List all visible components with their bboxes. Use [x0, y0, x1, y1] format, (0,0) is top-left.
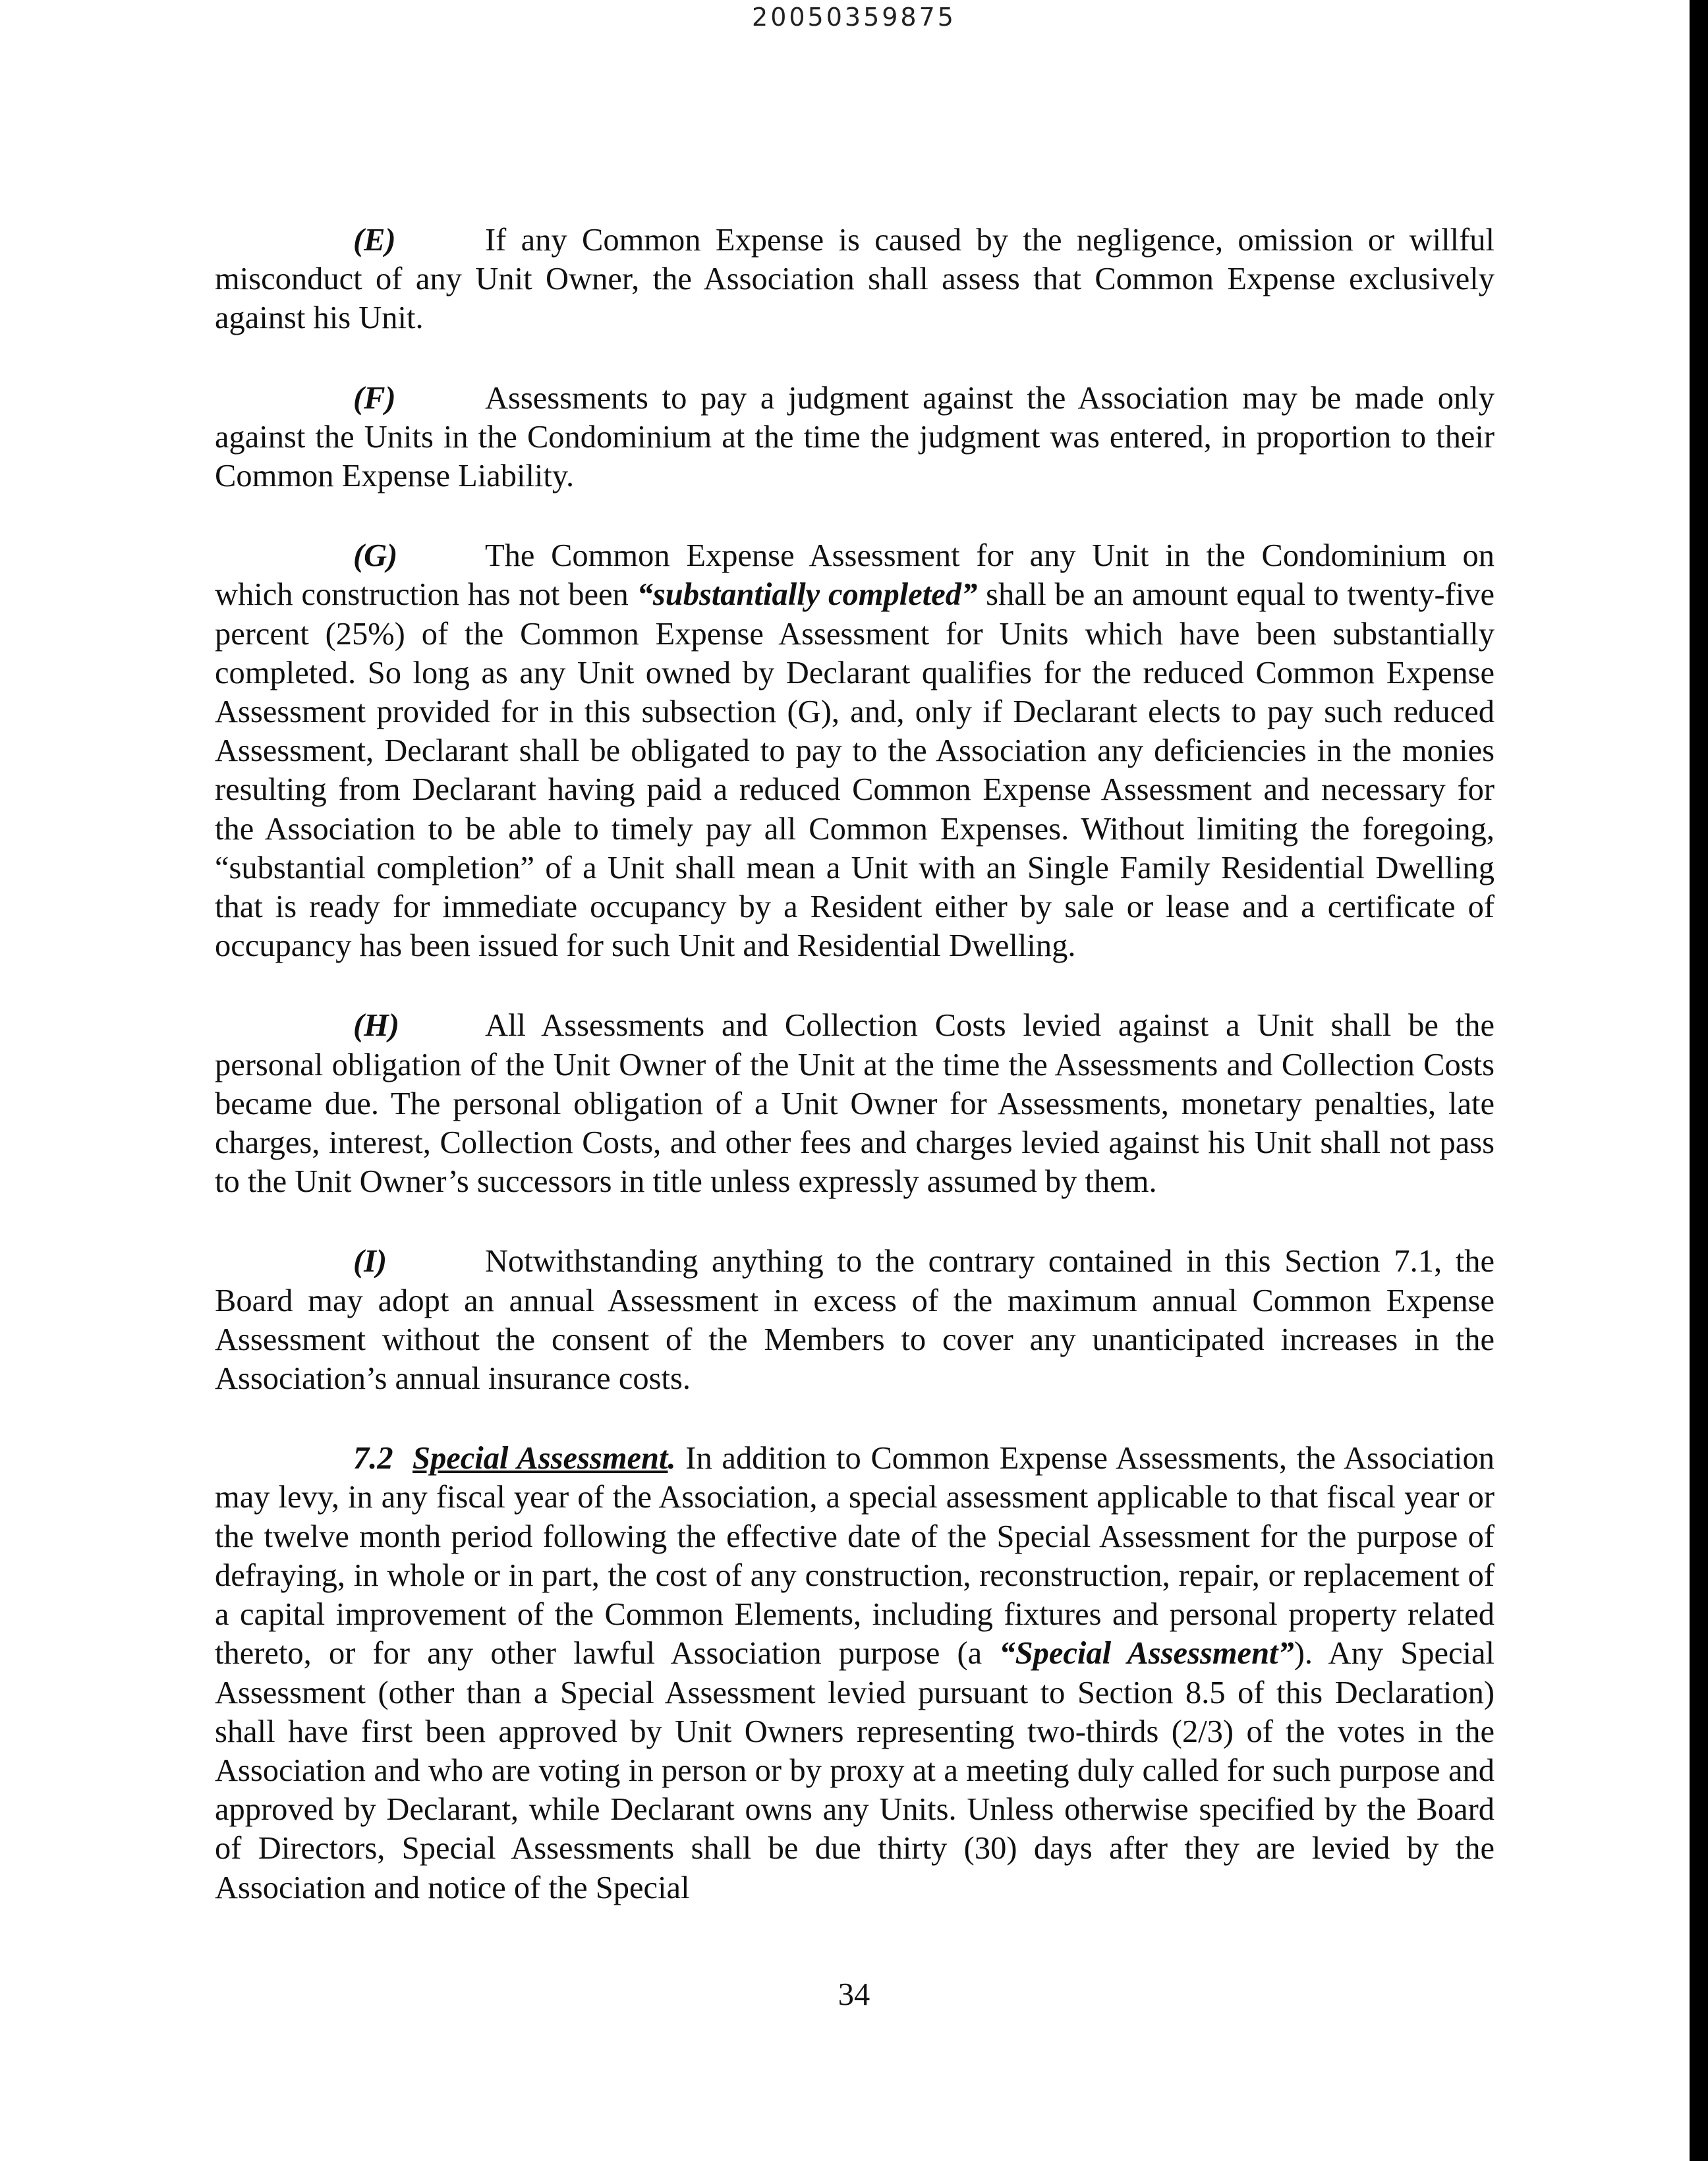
paragraph-f-label: (F) — [353, 380, 396, 416]
paragraph-g-label: (G) — [353, 538, 398, 574]
paragraph-g-text-before: The Common Expense Assessment for any Unit in the Condominium on which construction has not been — [215, 538, 1494, 613]
paragraph-g — [215, 536, 1494, 965]
scan-edge-bar — [1690, 0, 1708, 2161]
section-7-2-text-after: ). Any Special Assessment (other than a Special Assessment levied pursuant to Section 8.5 of this Declaration) shall have first been approved by Unit Owners representing two-thirds (2/3) of the votes in the Association and who are voting in person or by proxy at a meeting duly called for such purpose and approved by Declarant, while Declarant owns any Units. Unless otherwise specified by the Board of Directors, Special Assessments shall be due thirty (30) days after they are levied by the Association and notice of the Special — [215, 1636, 1494, 1905]
paragraph-f-text: Assessments to pay a judgment against the Association may be made only against the Units in the Condominium at the time the judgment was entered, in proportion to their Common Expense Liability. — [215, 380, 1494, 494]
paragraph-g-text-after: shall be an amount equal to twenty-five percent (25%) of the Common Expense Assessment for Units which have been substantially completed. So long as any Unit owned by Declarant qualifies for the reduced Common Expense Assessment provided for in this subsection (G), and, only if Declarant elects to pay such reduced Assessment, Declarant shall be obligated to pay to the Association any deficiencies in the monies resulting from Declarant having paid a reduced Common Expense Assessment and necessary for the Association to be able to timely pay all Common Expenses. Without limiting the foregoing, “substantial completion” of a Unit shall mean a Unit with an Single Family Residential Dwelling that is ready for immediate occupancy by a Resident either by sale or lease and a certificate of occupancy has been issued for such Unit and Residential Dwelling. — [215, 577, 1494, 964]
paragraph-e — [215, 221, 1494, 338]
paragraph-f — [215, 379, 1494, 496]
paragraph-h — [215, 1006, 1494, 1201]
paragraph-h-text: All Assessments and Collection Costs levied against a Unit shall be the personal obligation of the Unit Owner of the Unit at the time the Assessments and Collection Costs became due. The personal obligation of a Unit Owner for Assessments, monetary penalties, late charges, interest, Collection Costs, and other fees and charges levied against his Unit shall not pass to the Unit Owner’s successors in title unless expressly assumed by them. — [215, 1008, 1494, 1200]
section-7-2-text-before: In addition to Common Expense Assessments, the Association may levy, in any fiscal year of the Association, a special assessment applicable to that fiscal year or the twelve month period following the effective date of the Special Assessment for the purpose of defraying, in whole or in part, the cost of any construction, reconstruction, repair, or replacement of a capital improvement of the Common Elements, including fixtures and personal property related thereto, or for any other lawful Association purpose (a — [215, 1441, 1495, 1671]
document-body — [215, 221, 1494, 1948]
paragraph-h-label: (H) — [353, 1008, 400, 1044]
paragraph-e-text: If any Common Expense is caused by the negligence, omission or willful misconduct of any Unit Owner, the Association shall assess that Common Expense exclusively against his Unit. — [215, 223, 1494, 336]
document-number: 20050359875 — [752, 3, 956, 32]
paragraph-i — [215, 1242, 1494, 1398]
paragraph-i-label: (I) — [353, 1244, 387, 1279]
section-7-2-title-period: . — [668, 1441, 676, 1476]
section-7-2-number: 7.2 — [353, 1441, 393, 1476]
page-number: 34 — [838, 1977, 870, 2012]
section-7-2-defined-term: “Special Assessment” — [999, 1636, 1294, 1671]
paragraph-e-label: (E) — [353, 223, 396, 258]
paragraph-g-defined-term: “substantially completed” — [637, 577, 978, 613]
section-7-2-title: Special Assessment — [413, 1441, 668, 1476]
paragraph-i-text: Notwithstanding anything to the contrary contained in this Section 7.1, the Board may adopt an annual Assessment in excess of the maximum annual Common Expense Assessment without the consent of the Members to cover any unanticipated increases in the Association’s annual insurance costs. — [215, 1244, 1494, 1397]
section-7-2 — [215, 1439, 1494, 1907]
